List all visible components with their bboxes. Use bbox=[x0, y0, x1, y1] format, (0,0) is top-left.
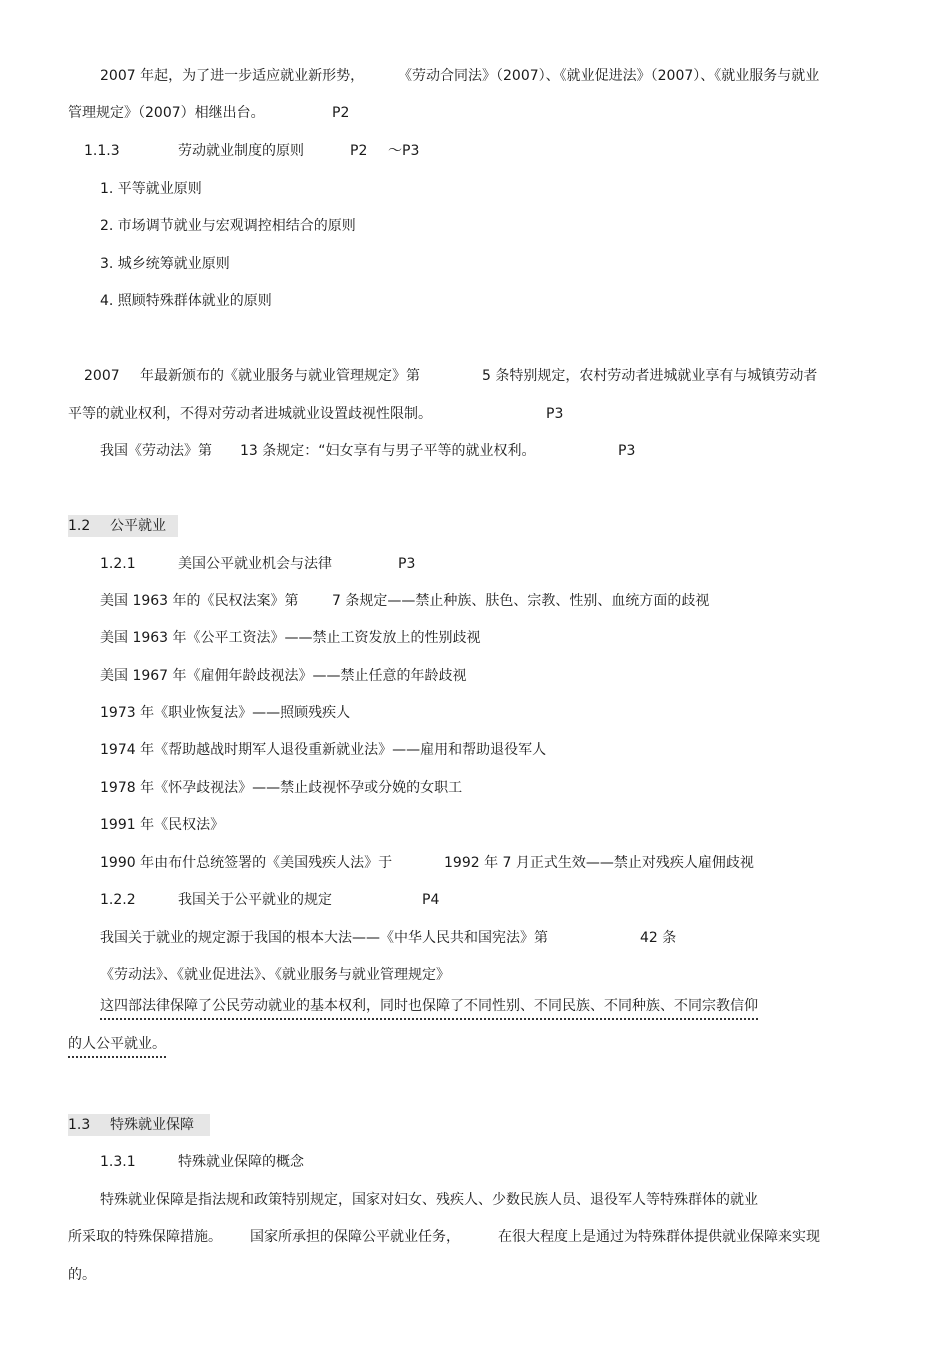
regulation-text-b: 5 条特别规定，农村劳动者进城就业享有与城镇劳动者 bbox=[482, 368, 818, 384]
section-1-2-2-page-ref: P4 bbox=[422, 892, 440, 908]
us-law-item: 1978 年《怀孕歧视法》——禁止歧视怀孕或分娩的女职工 bbox=[100, 780, 463, 796]
special-para-line-1: 特殊就业保障是指法规和政策特别规定，国家对妇女、残疾人、少数民族人员、退役军人等特殊群体的就业 bbox=[100, 1192, 758, 1208]
regulation-text-a: 年最新颁布的《就业服务与就业管理规定》第 bbox=[140, 368, 420, 384]
principle-item: 3. 城乡统筹就业原则 bbox=[100, 256, 230, 272]
us-law-item: 美国 1967 年《雇佣年龄歧视法》——禁止任意的年龄歧视 bbox=[100, 668, 467, 684]
section-1-1-3-number: 1.1.3 bbox=[84, 143, 120, 159]
special-para-line-3: 的。 bbox=[68, 1267, 96, 1283]
labor-law-text-b: 13 条规定：“妇女享有与男子平等的就业权利。 bbox=[240, 443, 536, 459]
section-1-3-1-number: 1.3.1 bbox=[100, 1154, 136, 1170]
intro-page-ref: P2 bbox=[332, 105, 350, 121]
us-law-item: 美国 1963 年的《民权法案》第 bbox=[100, 593, 299, 609]
us-law-item: 美国 1963 年《公平工资法》——禁止工资发放上的性别歧视 bbox=[100, 630, 481, 646]
section-1-2-title: 公平就业 bbox=[110, 518, 166, 534]
section-1-3-1-title: 特殊就业保障的概念 bbox=[178, 1154, 304, 1170]
us-law-item-cont: 7 条规定——禁止种族、肤色、宗教、性别、血统方面的歧视 bbox=[332, 593, 710, 609]
intro-line-2: 管理规定》（2007）相继出台。 bbox=[68, 105, 265, 121]
section-1-2-2-number: 1.2.2 bbox=[100, 892, 136, 908]
section-1-2-1-page-ref: P3 bbox=[398, 556, 416, 572]
section-1-1-3-title: 劳动就业制度的原则 bbox=[178, 143, 304, 159]
chinese-laws-list: 《劳动法》、《就业促进法》、《就业服务与就业管理规定》 bbox=[100, 967, 450, 983]
intro-line-1b: 《劳动合同法》（2007）、《就业促进法》（2007）、《就业服务与就业 bbox=[398, 68, 820, 84]
special-para-line-2c: 在很大程度上是通过为特殊群体提供就业保障来实现 bbox=[498, 1229, 820, 1245]
us-law-item: 1973 年《职业恢复法》——照顾残疾人 bbox=[100, 705, 351, 721]
constitution-text: 我国关于就业的规定源于我国的根本大法——《中华人民共和国宪法》第 bbox=[100, 930, 548, 946]
summary-line-1: 这四部法律保障了公民劳动就业的基本权利，同时也保障了不同性别、不同民族、不同种族、不同宗教信仰 bbox=[100, 996, 758, 1020]
summary-line-2: 的人公平就业。 bbox=[68, 1034, 166, 1058]
section-1-2-1-title: 美国公平就业机会与法律 bbox=[178, 556, 332, 572]
us-law-item-cont: 1992 年 7 月正式生效——禁止对残疾人雇佣歧视 bbox=[444, 855, 754, 871]
labor-law-text-a: 我国《劳动法》第 bbox=[100, 443, 212, 459]
principle-item: 4. 照顾特殊群体就业的原则 bbox=[100, 293, 272, 309]
special-para-line-2b: 国家所承担的保障公平就业任务， bbox=[250, 1229, 460, 1245]
section-1-1-3-page-a: P2 bbox=[350, 143, 368, 159]
regulation-line-2: 平等的就业权利，不得对劳动者进城就业设置歧视性限制。 bbox=[68, 406, 432, 422]
us-law-item: 1990 年由布什总统签署的《美国残疾人法》于 bbox=[100, 855, 393, 871]
regulation-page-ref: P3 bbox=[546, 406, 564, 422]
us-law-item: 1974 年《帮助越战时期军人退役重新就业法》——雇用和帮助退役军人 bbox=[100, 742, 547, 758]
principle-item: 2. 市场调节就业与宏观调控相结合的原则 bbox=[100, 218, 356, 234]
section-1-2-1-number: 1.2.1 bbox=[100, 556, 136, 572]
constitution-article: 42 条 bbox=[640, 930, 677, 946]
us-law-item: 1991 年《民权法》 bbox=[100, 817, 225, 833]
regulation-year: 2007 bbox=[84, 368, 120, 384]
principle-item: 1. 平等就业原则 bbox=[100, 181, 202, 197]
special-para-line-2a: 所采取的特殊保障措施。 bbox=[68, 1229, 222, 1245]
section-1-3-number: 1.3 bbox=[68, 1117, 91, 1133]
section-1-2-2-title: 我国关于公平就业的规定 bbox=[178, 892, 332, 908]
labor-law-page-ref: P3 bbox=[618, 443, 636, 459]
intro-line-1a: 2007 年起，为了进一步适应就业新形势， bbox=[100, 68, 365, 84]
section-1-3-title: 特殊就业保障 bbox=[110, 1117, 194, 1133]
section-1-1-3-page-b: ～P3 bbox=[388, 143, 420, 159]
section-1-2-number: 1.2 bbox=[68, 518, 91, 534]
